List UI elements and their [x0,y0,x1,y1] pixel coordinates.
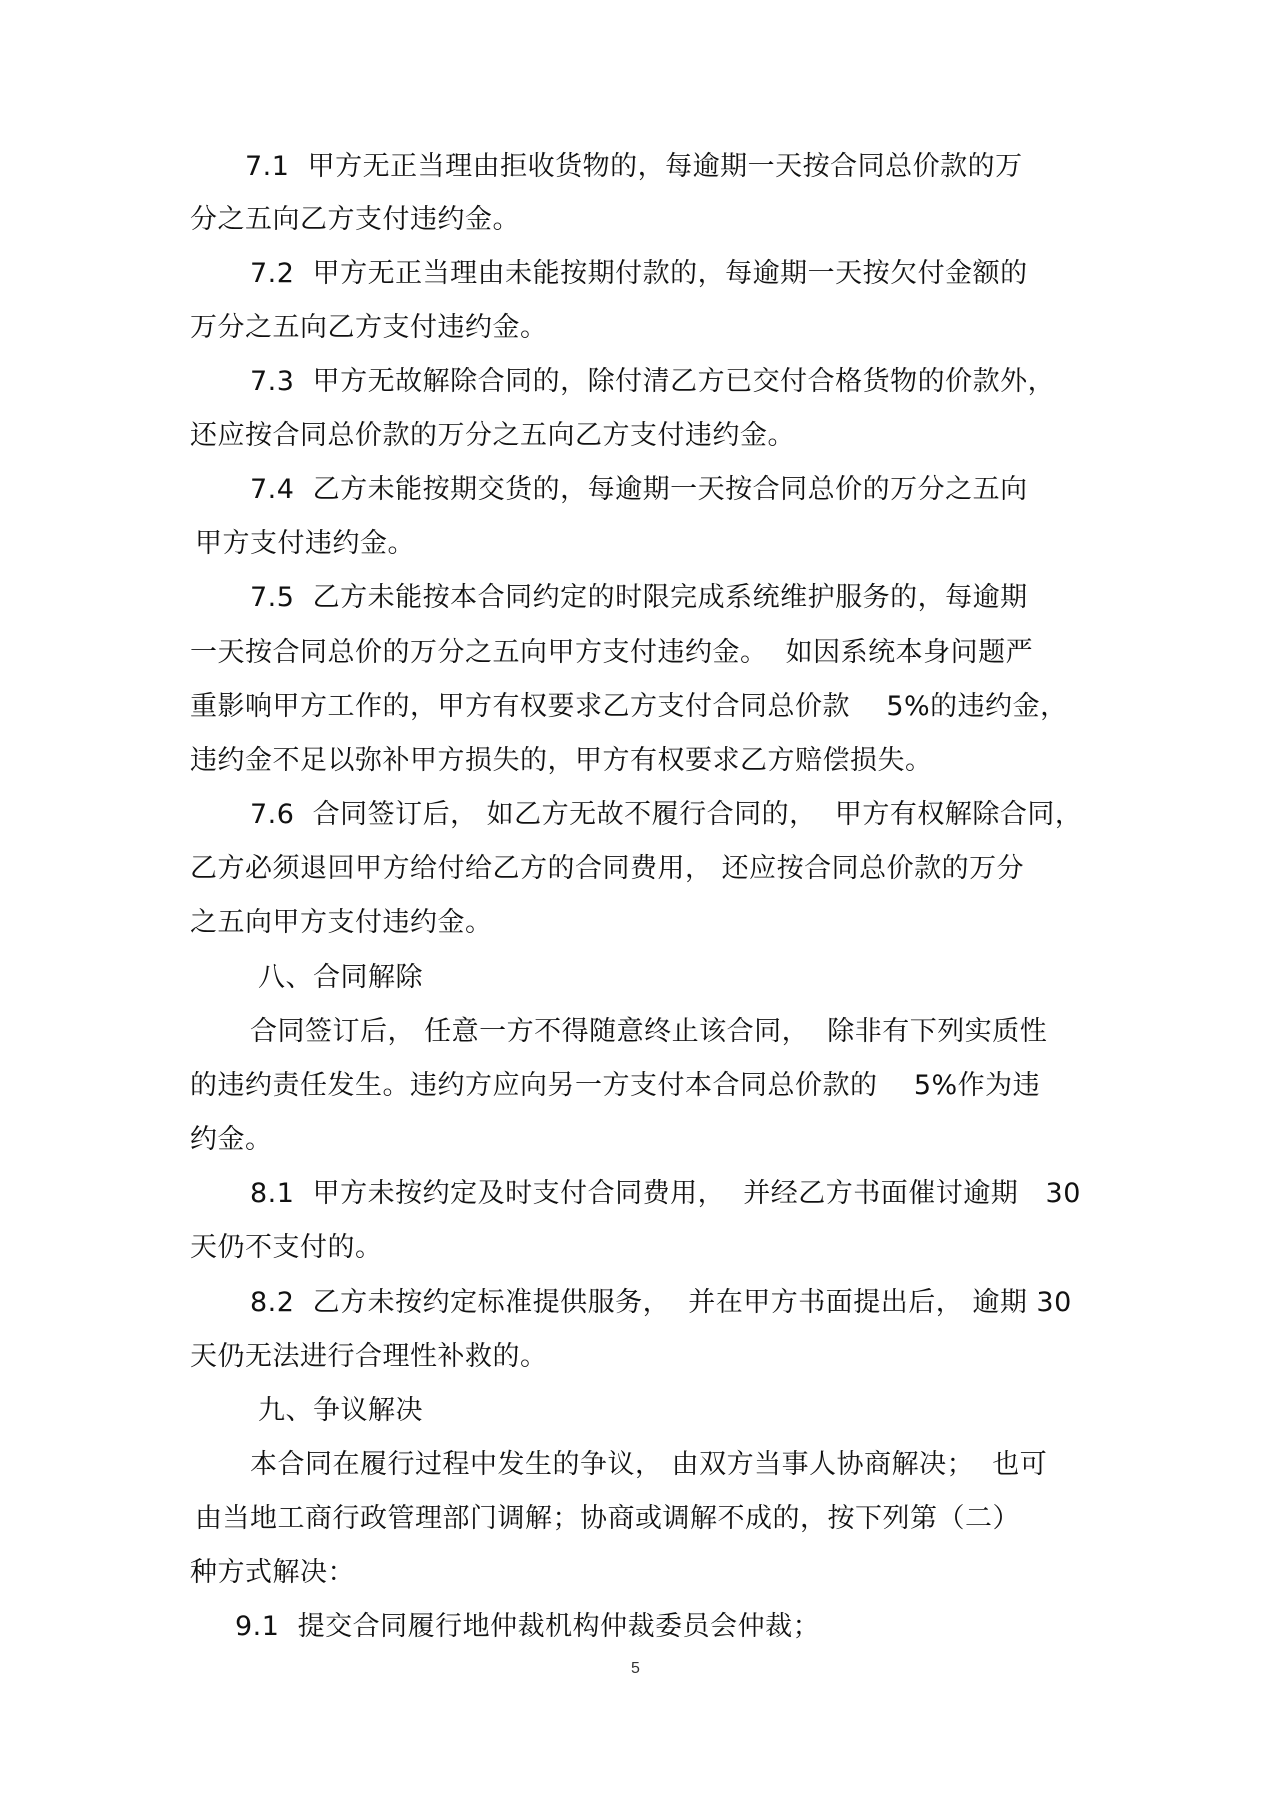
section-8-heading: 八、合同解除 [258,962,423,993]
page-number: 5 [631,1660,640,1677]
clause-7-5-line-3: 重影响甲方工作的，甲方有权要求乙方支付合同总价款 5%的违约金， [190,691,1068,722]
clause-8-2-line-2: 天仍无法进行合理性补救的。 [190,1341,548,1372]
clause-7-2-line-1: 7.2 甲方无正当理由未能按期付款的，每逾期一天按欠付金额的 [250,258,1028,289]
clause-7-5-line-2: 一天按合同总价的万分之五向甲方支付违约金。 如因系统本身问题严 [190,637,1034,668]
clause-9-1-line-1: 9.1 提交合同履行地仲裁机构仲裁委员会仲裁； [235,1611,821,1642]
section-9-para-line-2: 由当地工商行政管理部门调解；协商或调解不成的，按下列第（二） [195,1503,1020,1534]
clause-8-1-line-2: 天仍不支付的。 [190,1232,383,1263]
clause-7-1-line-1: 7.1 甲方无正当理由拒收货物的，每逾期一天按合同总价款的万 [245,151,1023,182]
section-8-para-line-3: 约金。 [190,1124,273,1155]
clause-8-1-line-1: 8.1 甲方未按约定及时支付合同费用， 并经乙方书面催讨逾期 30 [250,1178,1081,1209]
section-9-para-line-1: 本合同在履行过程中发生的争议， 由双方当事人协商解决； 也可 [250,1449,1048,1480]
clause-7-5-line-1: 7.5 乙方未能按本合同约定的时限完成系统维护服务的，每逾期 [250,582,1028,613]
clause-7-3-line-1: 7.3 甲方无故解除合同的，除付清乙方已交付合格货物的价款外， [250,366,1056,397]
section-9-para-line-3: 种方式解决： [190,1557,355,1588]
section-8-para-line-2: 的违约责任发生。违约方应向另一方支付本合同总价款的 5%作为违 [190,1070,1041,1101]
clause-7-2-line-2: 万分之五向乙方支付违约金。 [190,312,548,343]
clause-7-5-line-4: 违约金不足以弥补甲方损失的，甲方有权要求乙方赔偿损失。 [190,745,933,776]
clause-7-6-line-3: 之五向甲方支付违约金。 [190,907,493,938]
clause-7-6-line-2: 乙方必须退回甲方给付给乙方的合同费用， 还应按合同总价款的万分 [190,853,1025,884]
section-9-heading: 九、争议解决 [258,1395,423,1426]
clause-8-2-line-1: 8.2 乙方未按约定标准提供服务， 并在甲方书面提出后， 逾期 30 [250,1287,1072,1318]
clause-7-4-line-1: 7.4 乙方未能按期交货的，每逾期一天按合同总价的万分之五向 [250,474,1028,505]
clause-7-1-line-2: 分之五向乙方支付违约金。 [190,204,520,235]
clause-7-6-line-1: 7.6 合同签订后， 如乙方无故不履行合同的， 甲方有权解除合同， [250,799,1083,830]
clause-7-3-line-2: 还应按合同总价款的万分之五向乙方支付违约金。 [190,420,795,451]
clause-7-4-line-2: 甲方支付违约金。 [195,528,415,559]
section-8-para-line-1: 合同签订后， 任意一方不得随意终止该合同， 除非有下列实质性 [250,1016,1048,1047]
